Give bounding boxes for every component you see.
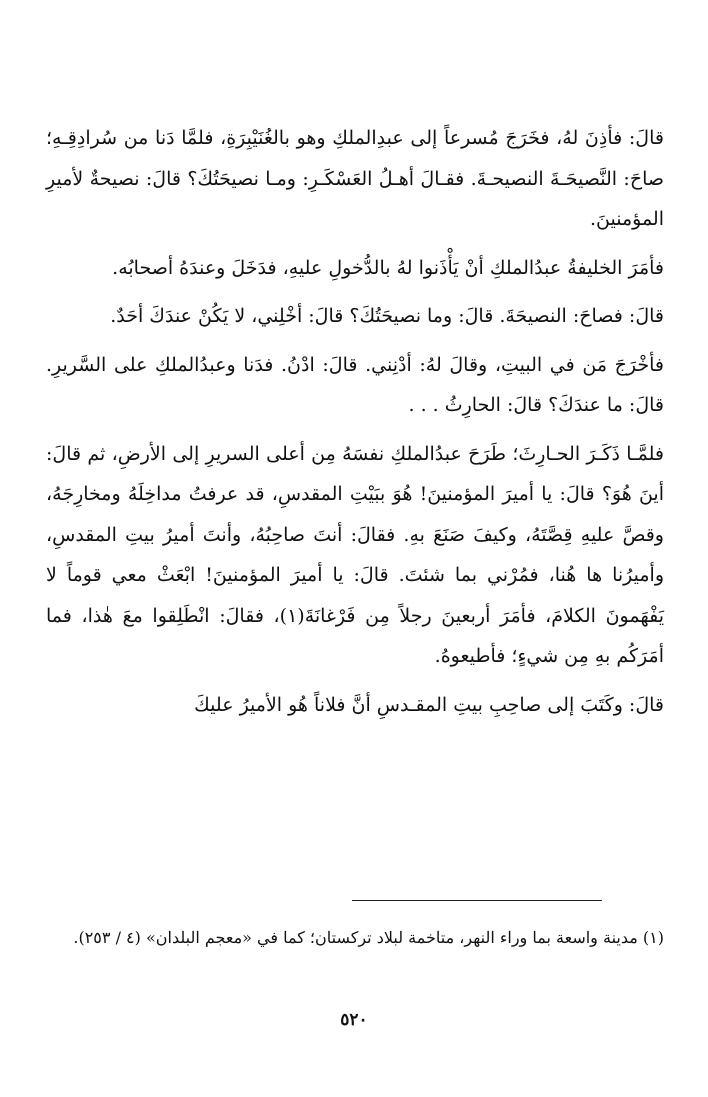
paragraph-5: فلمَّـا ذَكَـرَ الحـارِثَ؛ طَرَحَ عبدُالملكِ نفسَهُ مِن أعلى السريرِ إلى الأرضِ، ثم قالَ: أينَ هُوَ؟ قالَ: يا أميرَ المؤمنينَ! هُوَ ببَيْتِ المقدسِ، قد عرفتُ مداخِلَهُ ومخارِجَهُ، وقصَّ عليهِ قِصَّتَهُ، وكيفَ صَنَعَ بهِ. فقالَ: أنتَ صاحِبُهُ، وأنتَ أميرُ بيتِ المقدسِ، وأميرُنا ها هُنا، فمُرْني بما شئتَ. قالَ: يا أميرَ المؤمنينَ! ابْعَثْ معي قوماً لا يَفْهَمونَ الكلامَ، فأمَرَ أربعينَ رجلاً مِن فَرْغانَةَ(١)، فقالَ: انْطَلِقوا معَ هٰذا، فما أمَرَكُم بهِ مِن شيءٍ؛ فأطيعوهُ. bbox=[46, 442, 664, 667]
main-text bbox=[46, 118, 664, 733]
paragraph-4: فأخْرَجَ مَن في البيتِ، وقالَ لهُ: أدْنِني. قالَ: ادْنُ. فدَنا وعبدُالملكِ على السَّريرِ. قالَ: ما عندَكَ؟ قالَ: الحارِثُ . . . bbox=[46, 353, 664, 416]
footnote-separator bbox=[352, 900, 602, 901]
footnote bbox=[46, 920, 664, 956]
paragraph-2: فأمَرَ الخليفةُ عبدُالملكِ أنْ يَأْذَنوا لهُ بالدُّخولِ عليهِ، فدَخَلَ وعندَهُ أصحابُه. bbox=[112, 256, 664, 279]
paragraph-6: قالَ: وكَتَبَ إلى صاحِبِ بيتِ المقـدسِ أنَّ فلاناً هُو الأميرُ عليكَ bbox=[194, 693, 664, 716]
paragraph-1: قالَ: فأذِنَ لهُ، فخَرَجَ مُسرعاً إلى عبدِالملكِ وهو بالغُنَيْبِرَةِ، فلمَّا دَنا من سُرادِقِـهِ؛ صاحَ: النَّصيحَـةَ النصيحـةَ. فقـالَ أهـلُ العَسْكَـرِ: ومـا نصيحَتُكَ؟ قالَ: نصيحةٌ لأميرِ المؤمنينَ. bbox=[46, 127, 664, 230]
page-number: ٥٢٠ bbox=[340, 1010, 368, 1030]
footnote-text: (١) مدينة واسعة بما وراء النهر، متاخمة لبلاد تركستان؛ كما في «معجم البلدان» (٤ / ٢٥٣). bbox=[73, 928, 664, 947]
paragraph-3: قالَ: فصاحَ: النصيحَةَ. قالَ: وما نصيحَتُكَ؟ قالَ: أخْلِني، لا يَكُنْ عندَكَ أحَدٌ. bbox=[110, 305, 664, 327]
